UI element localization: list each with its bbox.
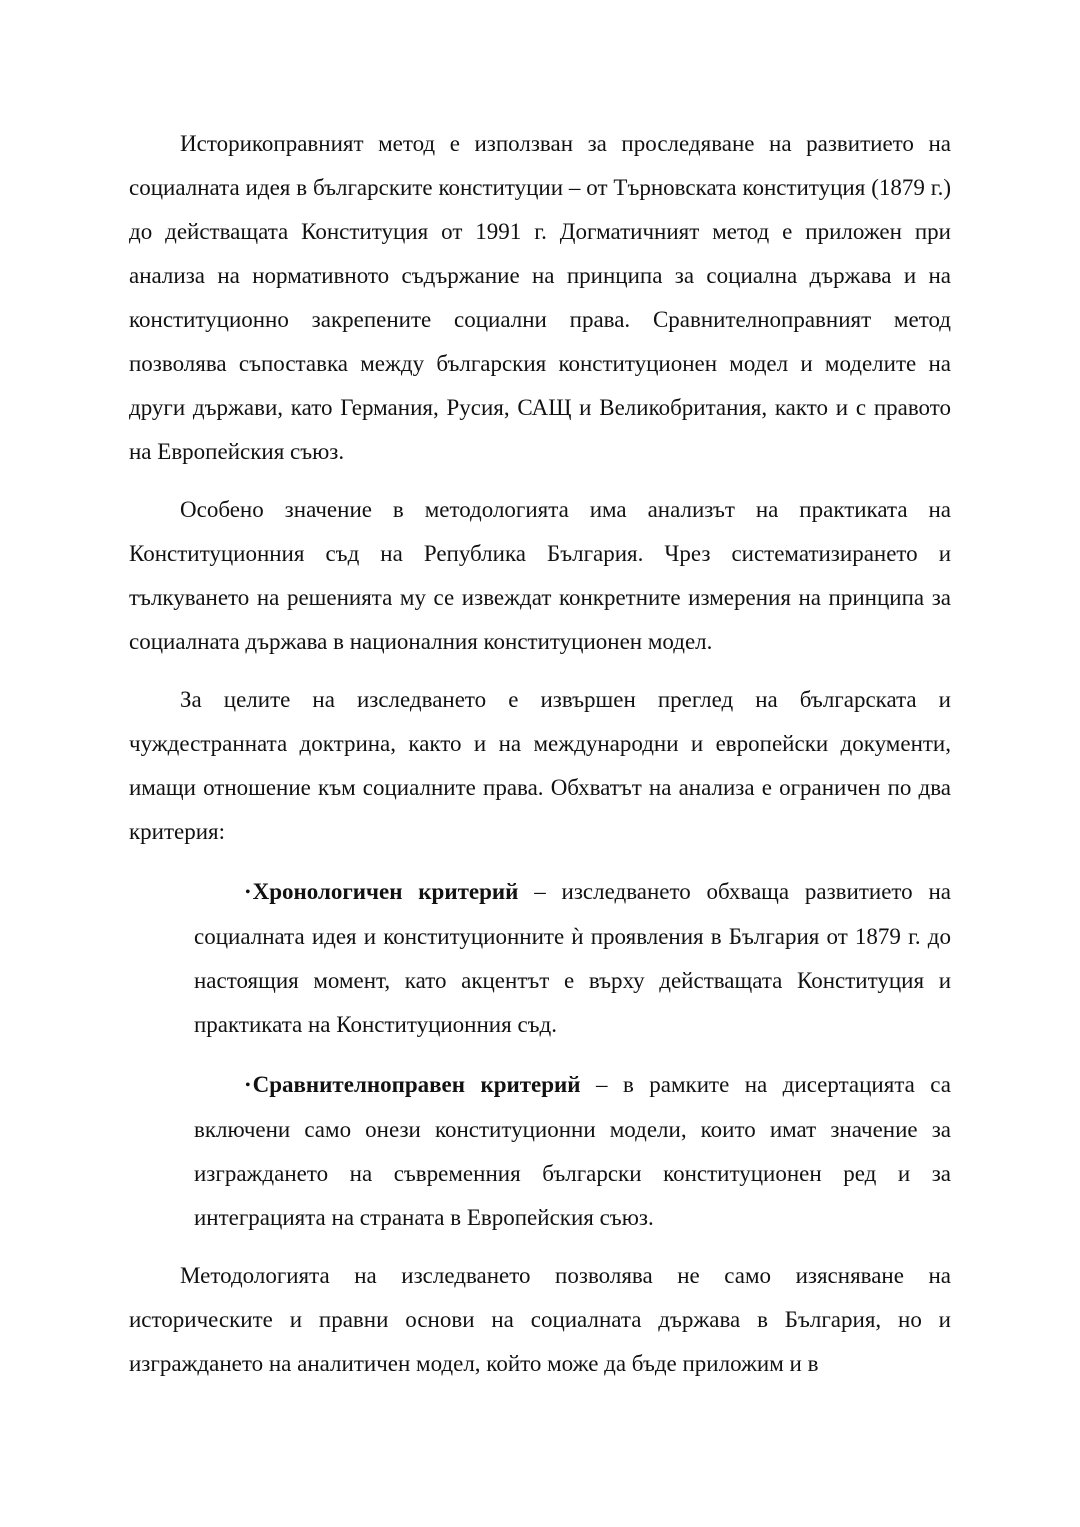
- bullet-term: Хронологичен критерий: [252, 879, 519, 904]
- paragraph-methodology-conclusion: Методологията на изследването позволява не само изясняване на историческите и правни основи на социалната държава в България, но и изграждането на аналитичен модел, който може да бъде приложим и в: [129, 1263, 951, 1376]
- document-page: [129, 122, 951, 1386]
- paragraph-scope: За целите на изследването е извършен преглед на българската и чуждестранната доктрина, както и на международни и европейски документи, имащи отношение към социалните права. Обхватът на анализа е ограничен по два критерия:: [129, 687, 951, 844]
- bullet-text: – изследването обхваща развитието на социалната идея и конституционните ѝ проявления в България от 1879 г. до настоящия момент, като акцентът е върху действащата Конституция и практиката на Конституционния съд.: [194, 879, 951, 1037]
- bullet-item-comparative: [194, 1063, 951, 1240]
- paragraph-methods: Историкоправният метод е използван за проследяване на развитието на социалната идея в българските конституции – от Търновската конституция (1879 г.) до действащата Конституция от 1991 г. Догматичният метод е приложен при анализа на нормативното съдържание на принципа за социална държава и на конституционно закрепените социални права. Сравнителноправният метод позволява съпоставка между българския конституционен модел и моделите на други държави, като Германия, Русия, САЩ и Великобритания, както и с правото на Европейския съюз.: [129, 131, 951, 464]
- bullet-text: – в рамките на дисертацията са включени само онези конституционни модели, които имат значение за изграждането на съвременния български конституционен ред и за интеграцията на страната в Европейския съюз.: [194, 1072, 952, 1230]
- bullet-item-chronological: [194, 870, 951, 1047]
- bullet-icon: •: [245, 884, 251, 901]
- bullet-term: Сравнителноправен критерий: [252, 1072, 581, 1097]
- paragraph-constitutional-court: Особено значение в методологията има анализът на практиката на Конституционния съд на Република България. Чрез систематизирането и тълкуването на решенията му се извеждат конкретните измерения на принципа за социалната държава в националния конституционен модел.: [129, 497, 951, 654]
- bullet-icon: •: [245, 1077, 251, 1094]
